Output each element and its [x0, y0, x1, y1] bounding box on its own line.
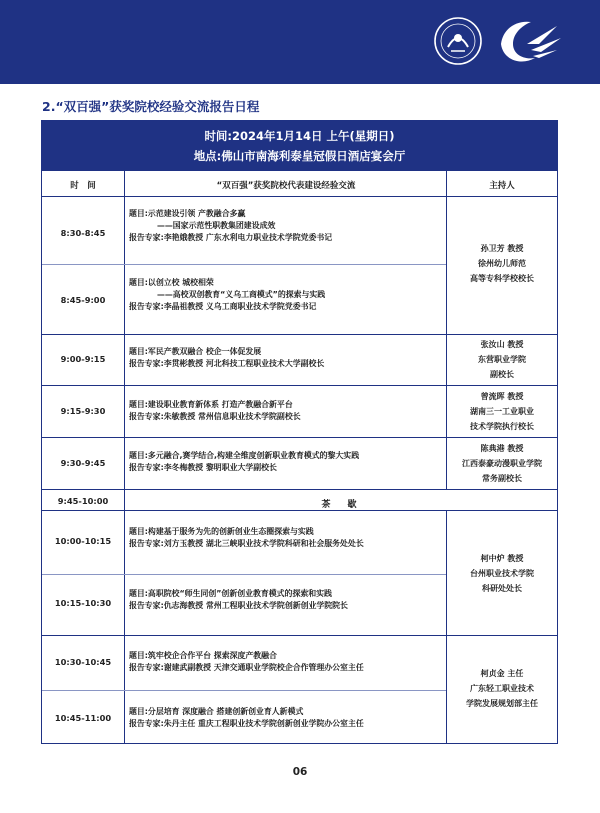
topic-title: 题目:高职院校“师生同创”创新创业教育模式的探索和实践: [129, 589, 332, 598]
row-divider: [42, 690, 446, 691]
topic-title: 题目:示范建设引领 产教融合多赢: [129, 209, 246, 218]
host-title: 科研处处长: [482, 584, 522, 593]
page-number: 06: [292, 766, 308, 778]
row-time: 10:30-10:45: [54, 657, 112, 667]
topic-title: 题目:构建基于服务为先的创新创业生态圈探索与实践: [129, 527, 314, 536]
host-org: 东营职业学院: [478, 355, 526, 364]
section-title: 2.“双百强”获奖院校经验交流报告日程: [42, 99, 260, 114]
row-divider: [42, 635, 557, 636]
topic-speaker: 报告专家:朱敏教授 常州信息职业技术学院副校长: [129, 412, 301, 421]
row-time: 9:00-9:15: [60, 354, 106, 364]
row-time: 8:45-9:00: [60, 295, 106, 305]
host-org: 台州职业技术学院: [470, 569, 534, 578]
row-divider: [42, 510, 557, 511]
row-divider: [42, 385, 557, 386]
host-name: 孙卫芳 教授: [480, 244, 524, 253]
row-divider: [42, 489, 557, 490]
row-time: 10:45-11:00: [54, 713, 112, 723]
topic-speaker: 报告专家:刘方玉教授 湖北三峡职业技术学院科研和社会服务处处长: [129, 539, 364, 548]
host-title: 高等专科学校校长: [470, 274, 534, 283]
row-time: 8:30-8:45: [60, 228, 106, 238]
host-cell: [447, 241, 557, 286]
topic-subtitle: ——国家示范性职教集团建设成效: [157, 221, 276, 230]
row-time: 9:30-9:45: [60, 458, 106, 468]
topic-title: 题目:以创立校 城校相荣: [129, 278, 214, 287]
tea-break-label: 茶 歇: [321, 500, 361, 510]
col-header-time: 时 间: [70, 181, 96, 191]
col-header-host: 主持人: [489, 181, 515, 191]
host-cell: [447, 441, 557, 486]
host-cell: [447, 551, 557, 596]
topic-title: 题目:分层培育 深度融合 搭建创新创业育人新模式: [129, 707, 304, 716]
host-title: 常务副校长: [482, 474, 522, 483]
host-name: 张汝山 教授: [480, 340, 524, 349]
host-cell: [447, 389, 557, 434]
host-org: 江西泰豪动漫职业学院: [462, 459, 542, 468]
row-divider: [42, 196, 557, 197]
topic-speaker: 报告专家:李晶祖教授 义乌工商职业技术学院党委书记: [129, 302, 317, 311]
host-cell: [447, 337, 557, 382]
host-name: 陈典港 教授: [480, 444, 524, 453]
table-row: [129, 399, 301, 423]
col-divider: [124, 171, 125, 743]
topic-speaker: 报告专家:仇志海教授 常州工程职业技术学院创新创业学院院长: [129, 601, 348, 610]
table-row: [129, 650, 364, 674]
topic-title: 题目:军民产教双融合 校企一体促发展: [129, 347, 262, 356]
topic-speaker: 报告专家:李艳娥教授 广东水利电力职业技术学院党委书记: [129, 233, 333, 242]
host-title: 副校长: [490, 370, 514, 379]
break-time: 9:45-10:00: [57, 496, 109, 506]
table-row: [129, 526, 364, 550]
row-divider: [42, 264, 446, 265]
topic-speaker: 报告专家:谢建武副教授 天津交通职业学院校企合作管理办公室主任: [129, 663, 364, 672]
topic-title: 题目:建设职业教育新体系 打造产教融合新平台: [129, 400, 293, 409]
topic-speaker: 报告专家:朱丹主任 重庆工程职业技术学院创新创业学院办公室主任: [129, 719, 364, 728]
host-title: 学院发展规划部主任: [466, 699, 538, 708]
table-row: [129, 706, 364, 730]
table-row: [129, 208, 332, 244]
row-divider: [42, 334, 557, 335]
row-divider: [42, 437, 557, 438]
host-name: 柯贞金 主任: [480, 669, 524, 678]
topic-title: 题目:筑牢校企合作平台 探索深度产教融合: [129, 651, 277, 660]
topic-title: 题目:多元融合,赛学结合,构建全维度创新职业教育模式的黎大实践: [129, 451, 360, 460]
banner-location: 地点:佛山市南海利泰皇冠假日酒店宴会厅: [193, 149, 406, 163]
wing-emblem-icon: [491, 14, 563, 68]
topic-speaker: 报告专家:李贯彬教授 河北科技工程职业技术大学副校长: [129, 359, 325, 368]
row-time: 10:15-10:30: [54, 598, 112, 608]
host-title: 技术学院执行校长: [470, 422, 534, 431]
banner-time: 时间:2024年1月14日 上午(星期日): [204, 129, 395, 143]
host-org: 徐州幼儿师范: [478, 259, 526, 268]
row-divider: [42, 574, 446, 575]
table-row: [129, 450, 359, 474]
table-row: [129, 277, 325, 313]
row-time: 9:15-9:30: [60, 406, 106, 416]
host-name: 柯中炉 教授: [480, 554, 524, 563]
host-org: 湖南三一工业职业: [470, 407, 534, 416]
host-cell: [447, 666, 557, 711]
table-row: [129, 346, 324, 370]
host-org: 广东轻工职业技术: [470, 684, 534, 693]
col-header-topic: “双百强”获奖院校代表建设经验交流: [216, 181, 356, 191]
school-emblem-icon: [433, 16, 483, 66]
topic-speaker: 报告专家:李冬梅教授 黎明职业大学副校长: [129, 463, 277, 472]
table-row: [129, 588, 348, 612]
table-banner: [42, 121, 557, 171]
topic-subtitle: ——高校双创教育“义乌工商模式”的探索与实践: [157, 290, 326, 299]
host-name: 曾流晖 教授: [480, 392, 524, 401]
row-time: 10:00-10:15: [54, 536, 112, 546]
